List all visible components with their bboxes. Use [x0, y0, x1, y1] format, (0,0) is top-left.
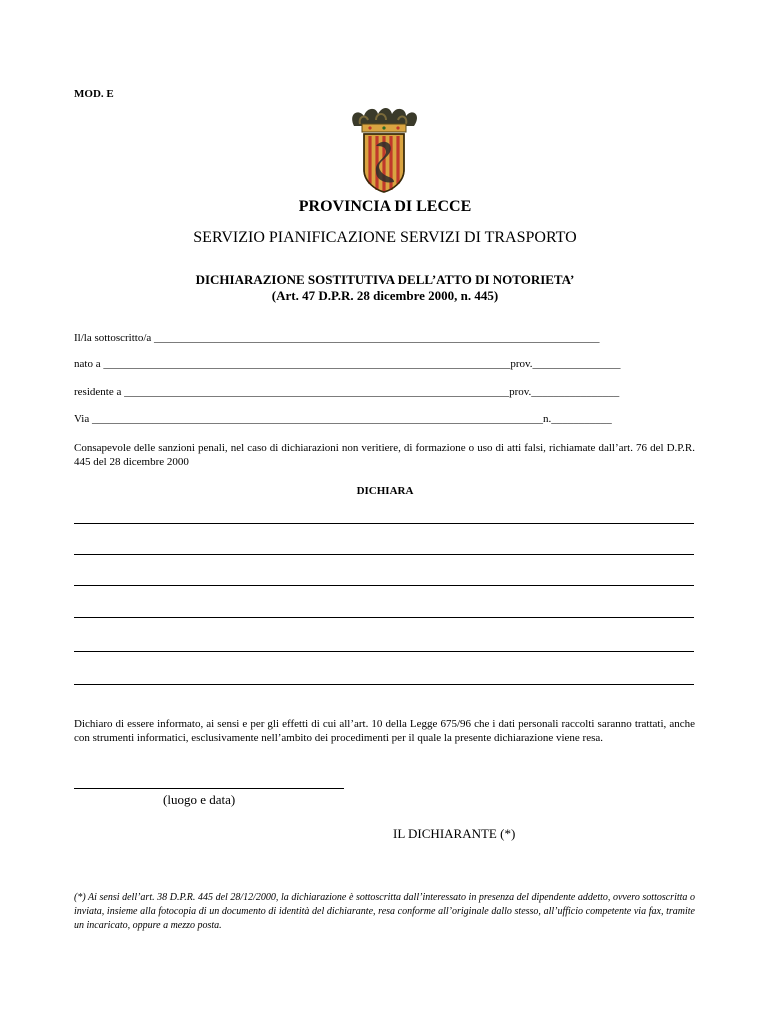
declaration-line[interactable] — [74, 554, 694, 555]
residence-field[interactable]: residente a ______________________________________________________________________prov.________________ — [74, 386, 620, 398]
birthplace-field[interactable]: nato a __________________________________________________________________________prov.________________ — [74, 358, 621, 370]
declaration-line[interactable] — [74, 585, 694, 586]
consapevole-paragraph: Consapevole delle sanzioni penali, nel caso di dichiarazioni non veritiere, di formazione o uso di atti falsi, richiamate dall’art. 76 del D.P.R. 445 del 28 dicembre 2000 — [74, 442, 695, 468]
privacy-paragraph: Dichiaro di essere informato, ai sensi e per gli effetti di cui all’art. 10 della Legge 675/96 che i dati personali raccolti saranno trattati, anche con strumenti informatici, esclusivamente nell’ambito dei procedimenti per il quale la presente dichiarazione viene resa. — [74, 718, 695, 744]
declarant-label: IL DICHIARANTE (*) — [393, 826, 516, 841]
street-field[interactable]: Via __________________________________________________________________________________n.___________ — [74, 413, 612, 425]
footnote: (*) Ai sensi dell’art. 38 D.P.R. 445 del 28/12/2000, la dichiarazione è sottoscritta dall’interessato in presenza del dipendente addetto, ovvero sottoscritta o inviata, insieme alla fotocopia di un documento di identità del dichiarante, resa conforme all’originale dallo stesso, all’ufficio competente via fax, tramite un incaricato, oppure a mezzo posta. — [74, 892, 695, 931]
dichiara-heading: DICHIARA — [356, 485, 414, 497]
sottoscritto-field[interactable]: Il/la sottoscritto/a _________________________________________________________________________________ — [74, 332, 600, 344]
service-title: SERVIZIO PIANIFICAZIONE SERVIZI DI TRASPORTO — [193, 229, 577, 246]
declaration-line[interactable] — [74, 523, 694, 524]
place-date-line[interactable] — [74, 788, 344, 789]
place-date-label: (luogo e data) — [163, 792, 236, 807]
document-title — [0, 272, 770, 304]
declaration-line[interactable] — [74, 651, 694, 652]
declaration-title: DICHIARAZIONE SOSTITUTIVA DELL’ATTO DI NOTORIETA’ — [195, 272, 575, 287]
province-title: PROVINCIA DI LECCE — [298, 198, 472, 215]
declaration-subtitle: (Art. 47 D.P.R. 28 dicembre 2000, n. 445) — [271, 288, 499, 303]
declaration-line[interactable] — [74, 684, 694, 685]
declaration-line[interactable] — [74, 617, 694, 618]
coat-of-arms-icon — [346, 104, 422, 194]
form-code: MOD. E — [74, 88, 114, 100]
